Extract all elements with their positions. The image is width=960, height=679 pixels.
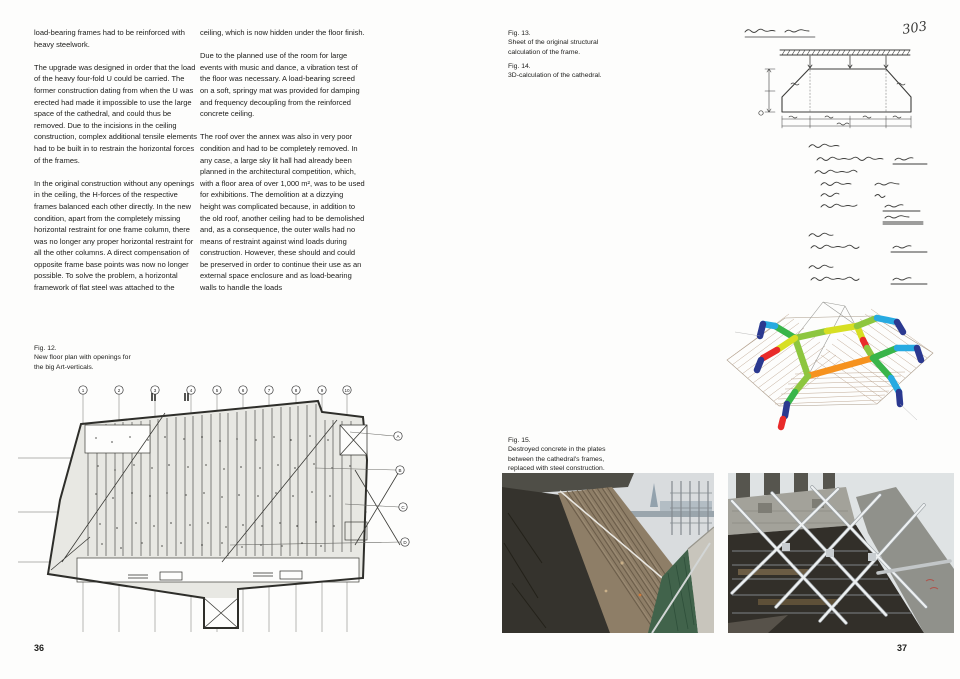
caption-line: the big Art-verticals. <box>34 363 94 371</box>
sheet-page-number: 303 <box>901 19 929 38</box>
handwriting-line <box>815 170 857 173</box>
caption-line: Fig. 12. <box>34 345 57 352</box>
page-number-right: 37 <box>897 643 908 653</box>
figure-15-caption <box>508 436 605 474</box>
floor-plan-figure <box>15 382 420 650</box>
fem-leg-tip <box>760 324 763 336</box>
figure-12-caption <box>34 344 131 372</box>
text-column-2 <box>200 27 365 305</box>
fem-ring-top-b <box>827 326 857 331</box>
photo-fig15-left-roof-demolition <box>502 473 714 633</box>
plan-corridor <box>77 558 359 582</box>
diagram-frame-dashed <box>810 70 886 112</box>
caption-line: 3D-calculation of the cathedral. <box>508 72 602 80</box>
paragraph: In the original construction without any openings in the ceiling, the H-forces of the respective frames balanced each other directly. In the new condition, apart from the completely missing horizontal restraint for one frame column, there was no longer any proper horizontal restraint for all the other columns. A direct compensation of opposite frame base points was now no longer possible. To solve the problem, a horizontal framework of flat steel was attached to the <box>34 178 195 293</box>
caption-line: New floor plan with openings for <box>34 354 131 362</box>
photo-column <box>736 473 750 499</box>
diagram-dim-numbers <box>789 116 901 125</box>
axis-label: D <box>403 539 407 545</box>
caption-line: calculation of the frame. <box>508 48 581 56</box>
fem-leg-tip <box>897 322 903 332</box>
diagram-leg-notes <box>791 83 905 85</box>
photo-column <box>823 473 835 489</box>
axis-label: C <box>401 504 405 510</box>
photo-fig15-right-steel-bracing <box>728 473 954 633</box>
caption-line: between the cathedral's frames, <box>508 455 605 463</box>
paragraph: load-bearing frames had to be reinforced with heavy steelwork. <box>34 28 185 49</box>
axis-label: B <box>398 467 402 473</box>
photo-node-plate <box>868 553 876 561</box>
handwriting-line <box>817 157 883 160</box>
axis-label: 6 <box>241 387 245 393</box>
handwriting-sum-double-underline <box>883 216 923 224</box>
axis-label: 1 <box>81 387 85 393</box>
handwriting-line <box>809 144 839 147</box>
fem-leg-hotspot <box>763 350 777 358</box>
axis-label: 4 <box>189 387 193 393</box>
photo-damaged-patch <box>758 503 772 513</box>
fem-leg-tip <box>899 392 900 404</box>
photo-column <box>794 473 808 493</box>
caption-line: replaced with steel construction. <box>508 465 605 473</box>
figure-13-caption <box>508 29 598 57</box>
diagram-frame <box>782 69 911 112</box>
handwriting-line <box>821 193 885 197</box>
handwriting-line <box>821 204 920 211</box>
axis-label: 3 <box>153 387 157 393</box>
caption-line: Sheet of the original structural <box>508 39 599 47</box>
plan-top-axis <box>79 386 351 394</box>
axis-label: 5 <box>215 387 219 393</box>
paragraph: The roof over the annex was also in very poor condition and had to be completely removed. In any case, a large sky lit hall had already been planned in the architectural competition, which, with a floor area of over 1,000 m², was to be used for exhibitions. The demolition at a dizzying height was complicated because, in addition to the old roof, another ceiling had to be demolished and, as a consequence, the outer walls had no means of restraint against wind loads during construction. However, these should and could be preserved in order to continue their use as an external space enclosure and as load-bearing walls to handle the loads <box>200 132 365 293</box>
page-number-left: 36 <box>34 643 45 653</box>
paragraph: ceiling, which is now hidden under the floor finish. <box>200 28 365 37</box>
fem-frame <box>757 318 921 427</box>
diagram-origin-mark <box>759 111 763 115</box>
fem-leg-tip <box>917 348 921 360</box>
caption-line: Destroyed concrete in the plates <box>508 446 606 454</box>
handwriting-line <box>809 265 833 268</box>
axis-label: A <box>396 433 400 439</box>
photo-debris <box>605 590 608 593</box>
axis-label: 10 <box>344 387 350 393</box>
caption-line: Fig. 13. <box>508 30 531 37</box>
photo-debris <box>620 561 623 564</box>
caption-line: Fig. 15. <box>508 437 531 444</box>
handwriting-result-underlined <box>811 245 927 252</box>
photo-node-plate <box>826 549 834 557</box>
diagram-dim-rows <box>782 116 911 128</box>
fem-leg-tip <box>757 360 761 370</box>
photo-node-plate <box>782 543 790 551</box>
caption-line: Fig. 14. <box>508 63 531 70</box>
fem-render-figure <box>705 296 960 464</box>
paragraph: The upgrade was designed in order that the load of the heavy four-fold U could be carried. The former construction dating from when the U was erected had made it impossible to use the large space of the cathedral, and could thus be removed. Due to the incisions in the ceiling construction, complex additional tensile elements had to be built in to restrain the horizontal forces of the frames. <box>34 62 198 165</box>
figure-14-caption <box>508 62 602 81</box>
plan-riser-marks <box>152 393 188 401</box>
handwriting-title <box>745 29 809 32</box>
axis-label: 7 <box>267 387 271 393</box>
fem-leg-hotspot <box>781 419 783 427</box>
paragraph: Due to the planned use of the room for large events with music and dance, a vibration test of the floor was necessary. A load-bearing screed on a soft, springy mat was provided for damping and frequency decoupling from the reinforced concrete ceiling. <box>200 51 360 119</box>
calc-sheet-figure <box>725 10 960 300</box>
diagram-beam-hatch <box>782 50 910 55</box>
axis-label: 8 <box>294 387 298 393</box>
photo-debris <box>639 594 642 597</box>
handwriting-result-underlined <box>893 158 927 164</box>
handwriting-line <box>821 182 899 185</box>
diagram-dim-vertical <box>765 69 775 112</box>
fem-leg <box>873 348 897 358</box>
axis-label: 2 <box>117 387 121 393</box>
text-column-1 <box>34 27 199 305</box>
handwriting-line <box>809 233 833 236</box>
fem-leg-tip <box>785 404 787 416</box>
plan-right-axis <box>394 432 409 546</box>
handwriting-result-underlined <box>811 277 927 284</box>
axis-label: 9 <box>320 387 324 393</box>
diagram-load-arrows <box>808 56 888 68</box>
